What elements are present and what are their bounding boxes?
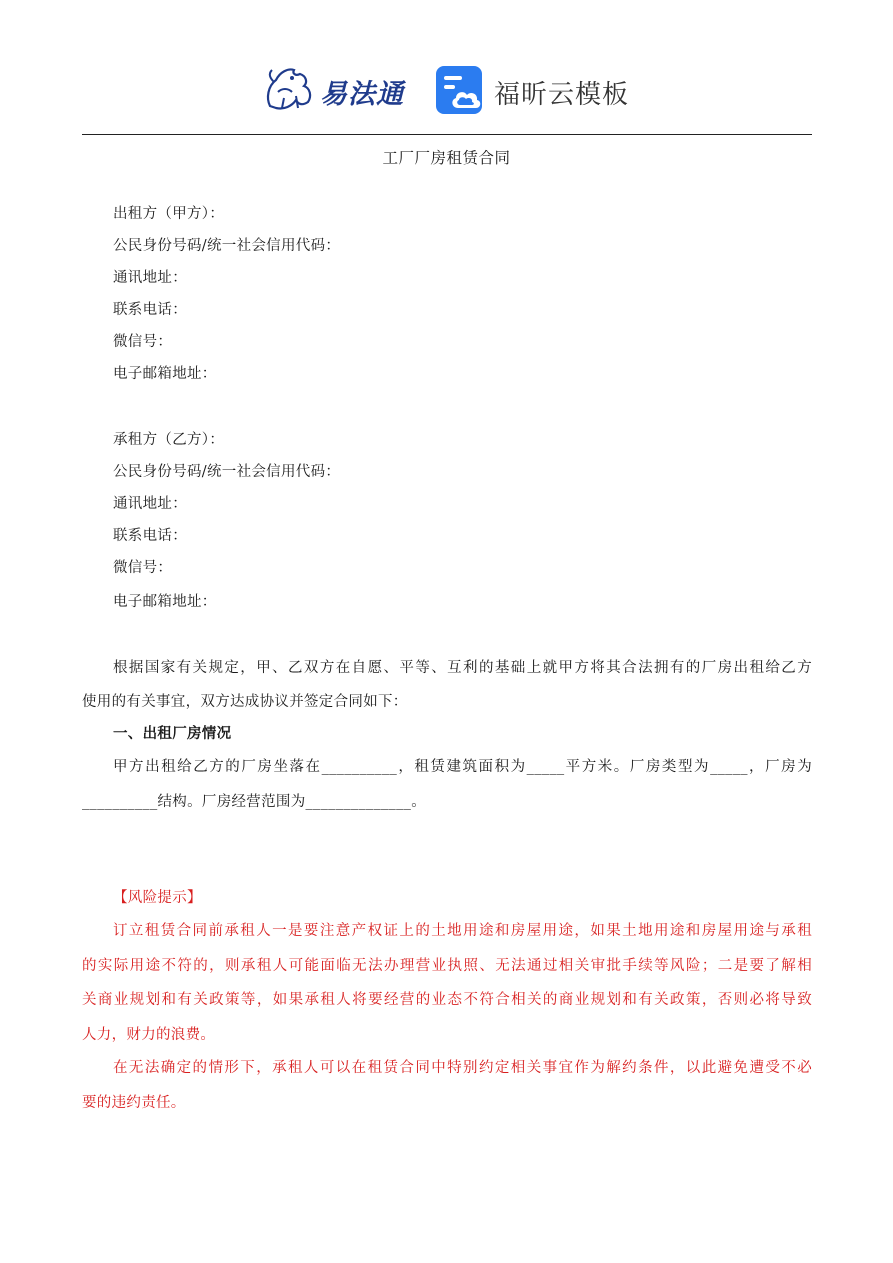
- lessor-id-field: 公民身份号码/统一社会信用代码：: [113, 238, 341, 254]
- section-paragraph-line: __________结构。厂房经营范围为______________。: [82, 794, 426, 810]
- fuxin-logo: [434, 64, 644, 118]
- lessee-address-field: 通讯地址：: [113, 496, 187, 512]
- page-header: [0, 60, 893, 120]
- risk-paragraph-line: 关商业规划和有关政策等，如果承租人将要经营的业态不符合相关的商业规划和有关政策，否则必将导致: [82, 992, 812, 1008]
- section-heading: 一、出租厂房情况: [113, 725, 232, 742]
- fuxin-wordmark: 福昕云模板: [494, 80, 630, 110]
- qilin-emblem-icon: [262, 62, 322, 116]
- lessor-phone-field: 联系电话：: [113, 302, 187, 318]
- yifatong-logo: [262, 62, 412, 116]
- lessor-wechat-field: 微信号：: [113, 334, 173, 350]
- lessee-id-field: 公民身份号码/统一社会信用代码：: [113, 464, 341, 480]
- risk-heading: 【风险提示】: [113, 890, 202, 906]
- lessor-address-field: 通讯地址：: [113, 270, 187, 286]
- document-title: 工厂厂房租赁合同: [382, 149, 511, 167]
- section-paragraph-line: 甲方出租给乙方的厂房坐落在__________，租赁建筑面积为_____平方米。厂房类型为_____，厂房为: [113, 759, 812, 775]
- fuxin-document-cloud-icon: [434, 64, 486, 116]
- lessor-party-field: 出租方（甲方）：: [113, 206, 225, 222]
- intro-paragraph-line: 根据国家有关规定，甲、乙双方在自愿、平等、互利的基础上就甲方将其合法拥有的厂房出租给乙方: [113, 660, 812, 676]
- risk-paragraph-line: 要的违约责任。: [82, 1095, 186, 1111]
- risk-paragraph-line: 订立租赁合同前承租人一是要注意产权证上的土地用途和房屋用途，如果土地用途和房屋用途与承租: [113, 923, 812, 939]
- intro-paragraph-line: 使用的有关事宜，双方达成协议并签定合同如下：: [82, 694, 408, 710]
- lessor-email-field: 电子邮箱地址：: [113, 366, 217, 382]
- risk-paragraph-line: 的实际用途不符的，则承租人可能面临无法办理营业执照、无法通过相关审批手续等风险；二是要了解相: [82, 958, 812, 974]
- risk-paragraph-line: 在无法确定的情形下，承租人可以在租赁合同中特别约定相关事宜作为解约条件，以此避免遭受不必: [113, 1060, 812, 1076]
- lessee-wechat-field: 微信号：: [113, 560, 173, 576]
- risk-paragraph-line: 人力，财力的浪费。: [82, 1027, 216, 1043]
- yifatong-wordmark: 易法通: [320, 79, 404, 110]
- lessee-party-field: 承租方（乙方）：: [113, 432, 225, 448]
- header-divider: [82, 134, 812, 135]
- lessee-phone-field: 联系电话：: [113, 528, 187, 544]
- lessee-email-field: 电子邮箱地址：: [113, 594, 217, 610]
